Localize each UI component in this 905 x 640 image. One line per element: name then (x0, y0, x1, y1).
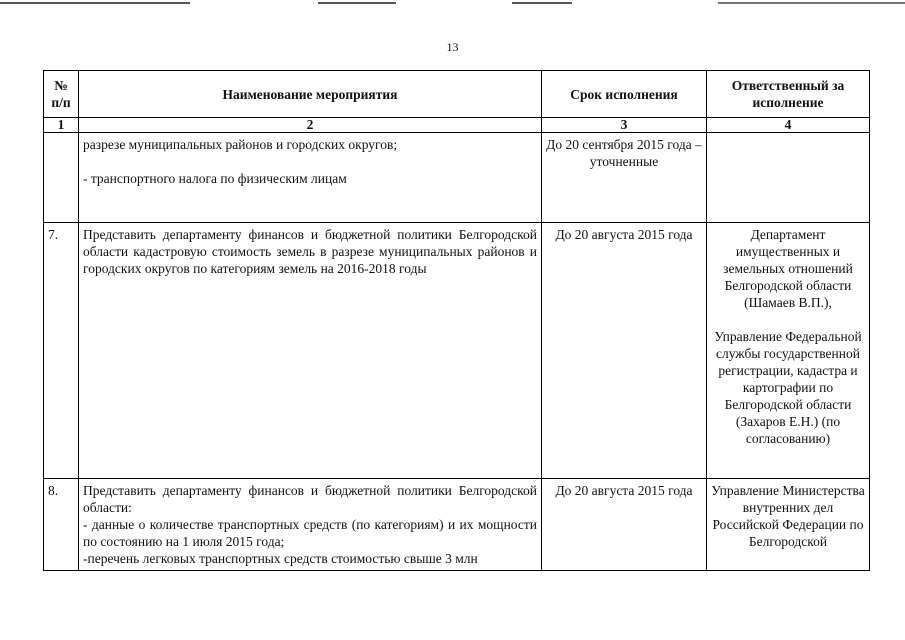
row-name-line: - данные о количестве транспортных средств (по категориям) и их мощности по состоянию на 1 июля 2015 года; (83, 517, 537, 549)
page-number: 13 (446, 40, 459, 54)
row-responsible (707, 133, 870, 223)
column-number: 3 (542, 118, 707, 133)
column-number: 1 (44, 118, 79, 133)
row-number (44, 133, 79, 223)
scan-edge-line (512, 2, 572, 4)
row-name-line: - транспортного налога по физическим лицам (83, 171, 347, 186)
responsible-party: Департамент имущественных и земельных отношений Белгородской области (Шамаев В.П.), (723, 227, 853, 310)
measures-table (43, 70, 870, 571)
responsible-party: Управление Федеральной службы государственной регистрации, кадастра и картографии по Белгородской области (Захаров Е.Н.) (по согласованию) (714, 329, 862, 446)
scan-edge-line (718, 2, 905, 4)
header-deadline: Срок исполнения (542, 71, 707, 118)
row-name-line: Представить департаменту финансов и бюджетной политики Белгородской области кадастровую стоимость земель в разрезе муниципальных районов и городских округов по категориям земель на 2016-2018 годы (83, 227, 537, 276)
column-number: 2 (79, 118, 542, 133)
scan-edge-line (0, 2, 190, 4)
row-name (79, 223, 542, 479)
table-row (44, 223, 870, 479)
row-name-line: Представить департаменту финансов и бюджетной политики Белгородской области: (83, 483, 537, 515)
column-number: 4 (707, 118, 870, 133)
row-number: 8. (44, 479, 79, 571)
table-row (44, 133, 870, 223)
row-number: 7. (44, 223, 79, 479)
row-deadline: До 20 августа 2015 года (542, 479, 707, 571)
header-number: № п/п (44, 71, 79, 118)
scan-edge-line (318, 2, 396, 4)
table-header-row (44, 71, 870, 118)
row-name (79, 133, 542, 223)
column-number-row (44, 118, 870, 133)
table-row (44, 479, 870, 571)
row-name-line: -перечень легковых транспортных средств стоимостью свыше 3 млн (83, 551, 478, 566)
row-responsible (707, 223, 870, 479)
row-responsible (707, 479, 870, 571)
row-name-line: разрезе муниципальных районов и городских округов; (83, 137, 398, 152)
header-responsible: Ответственный за исполнение (707, 71, 870, 118)
row-name (79, 479, 542, 571)
row-deadline: До 20 сентября 2015 года – уточненные (542, 133, 707, 223)
responsible-party: Управление Министерства внутренних дел Российской Федерации по Белгородской (711, 483, 865, 549)
row-deadline: До 20 августа 2015 года (542, 223, 707, 479)
header-name: Наименование мероприятия (79, 71, 542, 118)
